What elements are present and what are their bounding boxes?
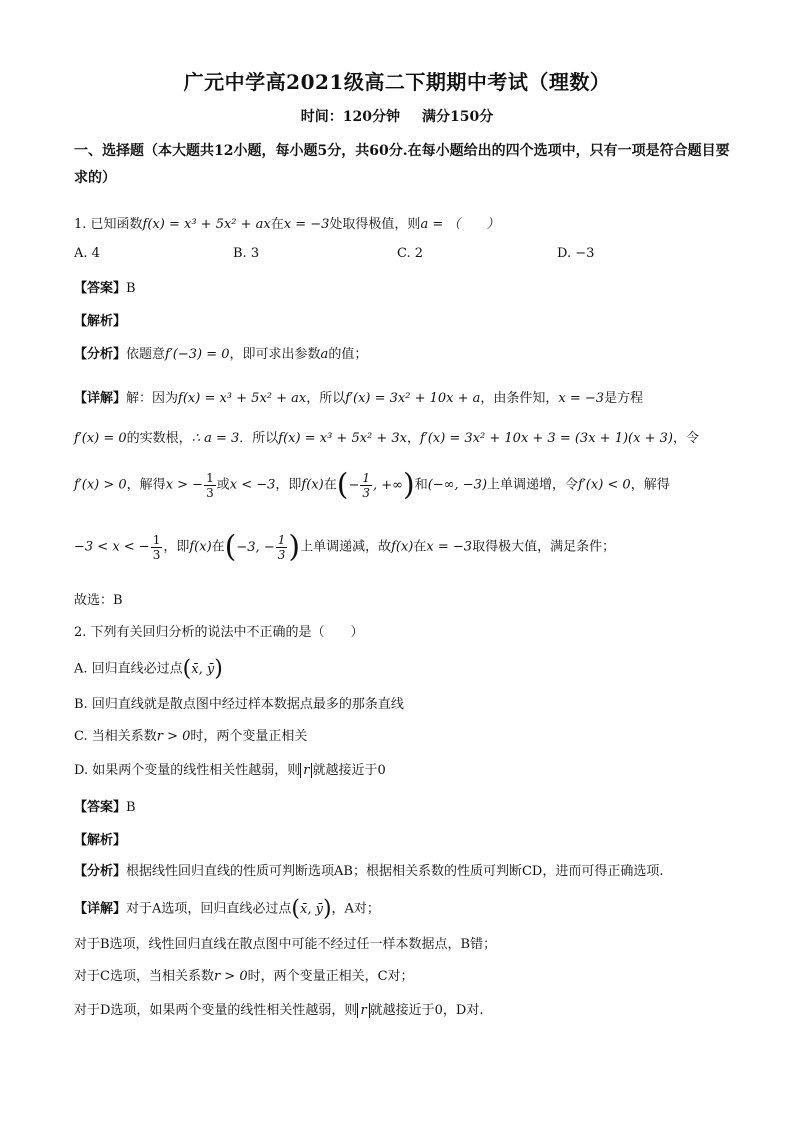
q1-detail-line3: f′(x) > 0，解得x > − $\frac{1}{3}$ 或x < −3，即f(x)在(− $\frac{1}{3}$ , +∞)和(−∞, −3)上单调递增，令f′(x) < 0，解得 xyxy=(74,467,670,502)
q2-detail-c: 对于C选项，当相关系数r > 0时，两个变量正相关，C对； xyxy=(74,969,414,984)
fraction: $\frac{1}{3}$ xyxy=(206,470,214,500)
q2-option-b: B. 回归直线就是散点图中经过样本数据点最多的那条直线 xyxy=(74,697,404,712)
q2-detail-a: 【详解】对于A选项，回归直线必过点(x̄, ȳ)，A对； xyxy=(74,896,380,921)
exam-title: 广元中学高2021级高二下期期中考试（理数） xyxy=(183,70,611,94)
exam-subtitle xyxy=(0,106,794,126)
q1-jiexi: 【解析】 xyxy=(74,314,127,329)
q2-detail-b: 对于B选项，线性回归直线在散点图中可能不经过任一样本数据点，B错； xyxy=(74,937,497,952)
q2-jiexi: 【解析】 xyxy=(74,833,127,848)
q1-stem: 1. 已知函数f(x) = x³ + 5x² + ax在x = −3处取得极值，则a = （ ） xyxy=(74,217,500,232)
q2-answer: 【答案】B xyxy=(74,800,136,815)
q2-option-c: C. 当相关系数r > 0时，两个变量正相关 xyxy=(74,729,308,744)
q1-option-a: A. 4 xyxy=(74,246,100,261)
q1-detail-line1: 【详解】解：因为f(x) = x³ + 5x² + ax，所以f′(x) = 3x² + 10x + a，由条件知，x = −3是方程 xyxy=(74,391,644,406)
q2-option-a: A. 回归直线必过点(x̄, ȳ) xyxy=(74,656,223,681)
q1-detail-line2: f′(x) = 0的实数根，∴ a = 3．所以f(x) = x³ + 5x² + 3x，f′(x) = 3x² + 10x + 3 = (3x + 1)(x + 3)，令 xyxy=(74,431,699,446)
q1-option-d: D. −3 xyxy=(557,246,595,261)
q1-option-c: C. 2 xyxy=(397,246,424,261)
exam-score: 满分150分 xyxy=(422,109,494,125)
q2-stem: 2. 下列有关回归分析的说法中不正确的是（ ） xyxy=(74,625,364,640)
q2-analysis: 【分析】根据线性回归直线的性质可判断选项AB；根据相关系数的性质可判断CD，进而可得正确选项. xyxy=(74,864,664,879)
q1-answer: 【答案】B xyxy=(74,281,136,296)
q1-option-b: B. 3 xyxy=(233,246,260,261)
q2-detail-d: 对于D选项，如果两个变量的线性相关性越弱，则 r 就越接近于0，D对. xyxy=(74,1003,484,1018)
q1-function: f(x) = x³ + 5x² + ax xyxy=(142,217,271,232)
section-heading: 一、选择题（本大题共12小题，每小题5分，共60分.在每小题给出的四个选项中，只有一项是符合题目要求的） xyxy=(74,143,730,186)
q1-analysis: 【分析】依题意f′(−3) = 0，即可求出参数a的值； xyxy=(74,347,368,362)
exam-time: 时间：120分钟 xyxy=(300,109,400,125)
q1-choice: 故选：B xyxy=(74,593,123,608)
q1-detail-line4: −3 < x < − $\frac{1}{3}$ ，即f(x)在(−3, − $\frac{1}{3}$ )上单调递减，故f(x)在x = −3取得极大值，满足条件； xyxy=(74,529,616,564)
q2-option-d: D. 如果两个变量的线性相关性越弱，则 r 就越接近于0 xyxy=(74,763,386,778)
